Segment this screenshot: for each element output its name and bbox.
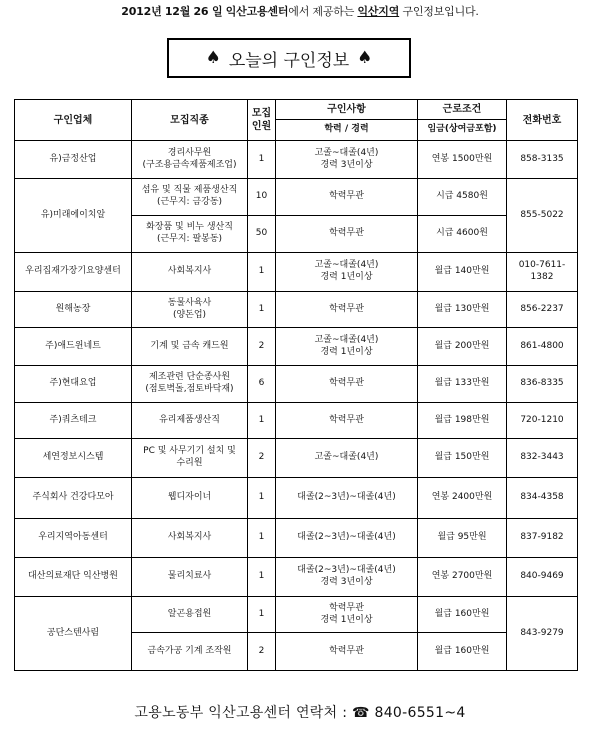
count-cell: 50	[248, 216, 276, 253]
job-cell: 알곤용접원	[132, 597, 248, 633]
header-job-type: 모집직종	[132, 100, 248, 141]
header-work-terms: 근로조건	[418, 100, 507, 120]
wage-cell: 월급 140만원	[418, 253, 507, 292]
company-cell: 유)금정산업	[15, 141, 132, 179]
wage-cell: 연봉 1500만원	[418, 141, 507, 179]
header-month: 12월	[164, 5, 191, 18]
job-cell: 섬유 및 직물 제품생산직 (근무지: 금강동)	[132, 179, 248, 216]
company-cell: 원해농장	[15, 292, 132, 328]
job-cell: 물리치료사	[132, 558, 248, 597]
edu-cell: 대졸(2~3년)~대졸(4년)	[276, 519, 418, 558]
header-mid-text: 에서 제공하는	[288, 5, 355, 18]
phone-cell: 720-1210	[507, 403, 578, 439]
count-cell: 2	[248, 439, 276, 478]
edu-cell: 대졸(2~3년)~대졸(4년) 경력 3년이상	[276, 558, 418, 597]
header-center: 익산고용센터	[225, 5, 289, 18]
header-year: 2012년	[121, 5, 162, 18]
edu-cell: 학력무관	[276, 216, 418, 253]
phone-cell: 855-5022	[507, 179, 578, 253]
phone-cell: 832-3443	[507, 439, 578, 478]
count-cell: 1	[248, 478, 276, 519]
count-cell: 1	[248, 403, 276, 439]
page-title	[167, 38, 411, 78]
table-row	[15, 179, 578, 216]
job-cell: 사회복지사	[132, 253, 248, 292]
wage-cell: 월급 130만원	[418, 292, 507, 328]
table-row	[15, 292, 578, 328]
table-row	[15, 403, 578, 439]
count-cell: 6	[248, 366, 276, 403]
table-row	[15, 439, 578, 478]
count-cell: 1	[248, 558, 276, 597]
header-tail-text: 구인정보입니다.	[402, 5, 479, 18]
wage-cell: 월급 95만원	[418, 519, 507, 558]
wage-cell: 월급 200만원	[418, 328, 507, 366]
count-cell: 10	[248, 179, 276, 216]
wage-cell: 연봉 2400만원	[418, 478, 507, 519]
phone-cell: 836-8335	[507, 366, 578, 403]
telephone-icon: ☎	[352, 705, 370, 721]
footer-text: 고용노동부 익산고용센터 연락처 :	[134, 705, 348, 721]
job-listings-table	[14, 99, 578, 671]
table-row	[15, 519, 578, 558]
wage-cell: 월급 160만원	[418, 597, 507, 633]
header-region: 익산지역	[357, 5, 400, 18]
header-day: 26 일	[193, 5, 223, 18]
phone-cell: 843-9279	[507, 597, 578, 671]
header-edu-career: 학력 / 경력	[276, 120, 418, 141]
table-row	[15, 328, 578, 366]
company-cell: 주)애드윈네트	[15, 328, 132, 366]
company-cell: 주식회사 건강다모아	[15, 478, 132, 519]
company-cell: 공단스텐사림	[15, 597, 132, 671]
job-cell: 경리사무원 (구조용금속제품제조업)	[132, 141, 248, 179]
count-cell: 1	[248, 597, 276, 633]
count-cell: 1	[248, 141, 276, 179]
footer-phone: 840-6551~4	[374, 705, 466, 721]
phone-cell: 858-3135	[507, 141, 578, 179]
company-cell: 세연정보시스템	[15, 439, 132, 478]
phone-cell: 861-4800	[507, 328, 578, 366]
edu-cell: 학력무관	[276, 403, 418, 439]
job-cell: 유리제품생산직	[132, 403, 248, 439]
header-company: 구인업체	[15, 100, 132, 141]
company-cell: 주)현대요업	[15, 366, 132, 403]
company-cell: 주)쿼츠테크	[15, 403, 132, 439]
wage-cell: 연봉 2700만원	[418, 558, 507, 597]
count-cell: 2	[248, 328, 276, 366]
company-cell: 우리집재가장기요양센터	[15, 253, 132, 292]
company-cell: 대산의료재단 익산병원	[15, 558, 132, 597]
spade-icon: ♠	[205, 48, 221, 68]
header-phone: 전화번호	[507, 100, 578, 141]
count-cell: 1	[248, 519, 276, 558]
job-cell: 제조관련 단순종사원 (점토벽돌,점토바닥재)	[132, 366, 248, 403]
wage-cell: 시급 4600원	[418, 216, 507, 253]
edu-cell: 대졸(2~3년)~대졸(4년)	[276, 478, 418, 519]
edu-cell: 고졸~대졸(4년) 경력 1년이상	[276, 253, 418, 292]
edu-cell: 고졸~대졸(4년) 경력 1년이상	[276, 328, 418, 366]
phone-cell: 837-9182	[507, 519, 578, 558]
wage-cell: 월급 198만원	[418, 403, 507, 439]
company-cell: 우리지역아동센터	[15, 519, 132, 558]
page-title-text: 오늘의 구인정보	[228, 50, 350, 71]
edu-cell: 학력무관 경력 1년이상	[276, 597, 418, 633]
edu-cell: 고졸~대졸(4년) 경력 3년이상	[276, 141, 418, 179]
table-row	[15, 253, 578, 292]
edu-cell: 학력무관	[276, 366, 418, 403]
header-conditions: 구인사항	[276, 100, 418, 120]
wage-cell: 월급 133만원	[418, 366, 507, 403]
wage-cell: 월급 150만원	[418, 439, 507, 478]
spade-icon: ♠	[357, 48, 373, 68]
table-row	[15, 141, 578, 179]
job-cell: 동물사육사 (양돈업)	[132, 292, 248, 328]
header-headcount: 모집 인원	[248, 100, 276, 141]
table-row	[15, 366, 578, 403]
job-cell: PC 및 사무기기 설치 및 수리원	[132, 439, 248, 478]
job-cell: 웹디자이너	[132, 478, 248, 519]
phone-cell: 856-2237	[507, 292, 578, 328]
edu-cell: 학력무관	[276, 633, 418, 671]
table-row	[15, 558, 578, 597]
edu-cell: 학력무관	[276, 179, 418, 216]
job-cell: 기계 및 금속 캐드원	[132, 328, 248, 366]
company-cell: 유)미래에이치알	[15, 179, 132, 253]
count-cell: 1	[248, 292, 276, 328]
phone-cell: 010-7611-1382	[507, 253, 578, 292]
footer-contact	[0, 702, 600, 722]
phone-cell: 834-4358	[507, 478, 578, 519]
table-row	[15, 597, 578, 633]
job-cell: 사회복지사	[132, 519, 248, 558]
job-cell: 화장품 및 비누 생산직 (근무지: 팔봉동)	[132, 216, 248, 253]
count-cell: 1	[248, 253, 276, 292]
count-cell: 2	[248, 633, 276, 671]
phone-cell: 840-9469	[507, 558, 578, 597]
edu-cell: 고졸~대졸(4년)	[276, 439, 418, 478]
wage-cell: 월급 160만원	[418, 633, 507, 671]
edu-cell: 학력무관	[276, 292, 418, 328]
job-cell: 금속가공 기계 조작원	[132, 633, 248, 671]
header-wage: 임금(상여금포함)	[418, 120, 507, 141]
date-header	[0, 3, 600, 19]
wage-cell: 시급 4580원	[418, 179, 507, 216]
table-row	[15, 478, 578, 519]
